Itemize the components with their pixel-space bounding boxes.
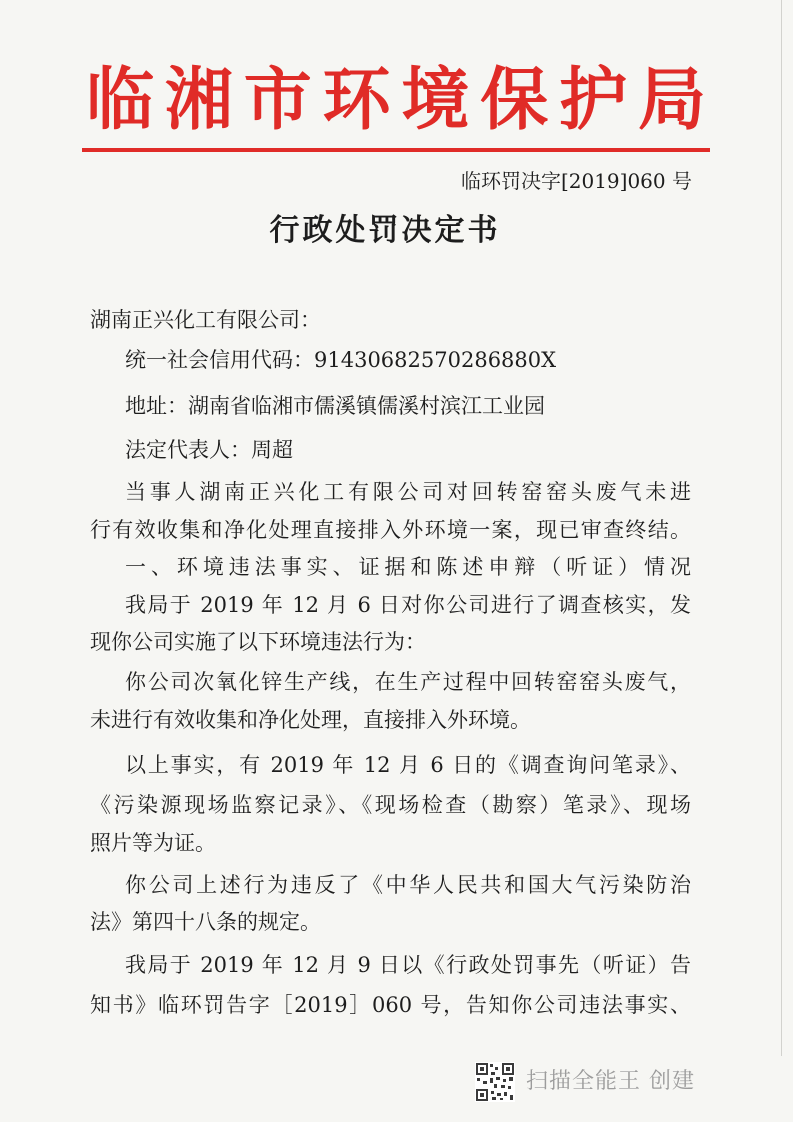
paragraph-line: 我局于 2019 年 12 月 9 日以《行政处罚事先（听证）告 xyxy=(125,953,691,977)
intro-line: 当事人湖南正兴化工有限公司对回转窑窑头废气未进 xyxy=(125,480,691,504)
legal-representative: 法定代表人：周超 xyxy=(125,438,293,462)
document-number: 临环罚决字[2019]060 号 xyxy=(460,169,692,193)
credit-code: 统一社会信用代码：91430682570286880X xyxy=(125,348,557,372)
paragraph-line: 照片等为证。 xyxy=(90,831,216,855)
paragraph-line: 未进行有效收集和净化处理，直接排入外环境。 xyxy=(90,708,531,732)
section-heading: 一、环境违法事实、证据和陈述申辩（听证）情况 xyxy=(125,555,691,579)
document-title: 行政处罚决定书 xyxy=(269,213,501,248)
qr-code-icon xyxy=(475,1062,515,1102)
issuer-header: 临湘市环境保护局 xyxy=(86,60,706,140)
red-rule-divider xyxy=(82,148,710,152)
paragraph-line: 现你公司实施了以下环境违法行为： xyxy=(90,630,426,654)
intro-line: 行有效收集和净化处理直接排入外环境一案，现已审查终结。 xyxy=(90,518,691,542)
addressee: 湖南正兴化工有限公司： xyxy=(90,308,321,332)
address: 地址：湖南省临湘市儒溪镇儒溪村滨江工业园 xyxy=(125,394,545,418)
paragraph-line: 你公司次氧化锌生产线，在生产过程中回转窑窑头废气， xyxy=(125,670,691,694)
paragraph-line: 知书》临环罚告字［2019］060 号，告知你公司违法事实、 xyxy=(90,993,691,1017)
paragraph-line: 《污染源现场监察记录》、《现场检查（勘察）笔录》、现场 xyxy=(90,793,691,817)
paragraph-line: 法》第四十八条的规定。 xyxy=(90,910,321,934)
paragraph-line: 以上事实，有 2019 年 12 月 6 日的《调查询问笔录》、 xyxy=(125,753,691,777)
paper-edge xyxy=(781,0,782,1056)
scanner-watermark: 扫描全能王 创建 xyxy=(526,1069,695,1094)
paragraph-line: 我局于 2019 年 12 月 6 日对你公司进行了调查核实，发 xyxy=(125,593,691,617)
paragraph-line: 你公司上述行为违反了《中华人民共和国大气污染防治 xyxy=(125,873,691,897)
